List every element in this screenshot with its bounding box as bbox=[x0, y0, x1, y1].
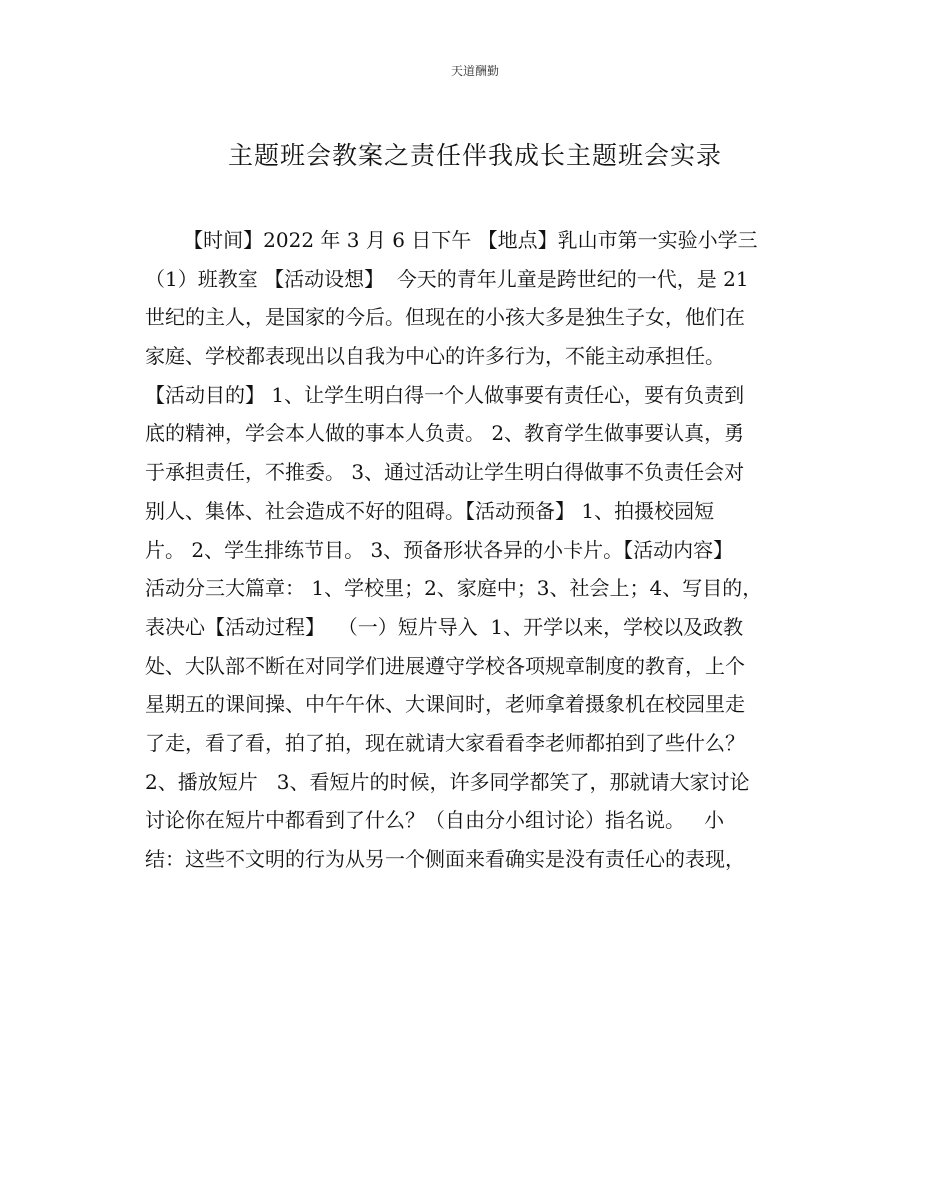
body-line: 片。 2、学生排练节目。 3、预备形状各异的小卡片。【活动内容】 bbox=[145, 537, 734, 562]
body-line: 家庭、学校都表现出以自我为中心的许多行为，不能主动承担任。 bbox=[145, 344, 725, 369]
document-title: 主题班会教案之责任伴我成长主题班会实录 bbox=[227, 141, 722, 170]
page-header: 天道酬勤 bbox=[450, 64, 499, 78]
body-line: 【时间】2022 年 3 月 6 日下午 【地点】乳山市第一实验小学三 bbox=[145, 228, 758, 252]
body-line: 了走，看了看，拍了拍，现在就请大家看看李老师都拍到了些什么？ bbox=[145, 730, 745, 755]
body-line: 底的精神，学会本人做的事本人负责。 2、教育学生做事要认真，勇 bbox=[145, 421, 745, 446]
body-line: 结：这些不文明的行为从另一个侧面来看确实是没有责任心的表现， bbox=[145, 847, 745, 871]
body-line: （1）班教室 【活动设想】 今天的青年儿童是跨世纪的一代，是 21 bbox=[145, 266, 749, 291]
body-line: 活动分三大篇章： 1、学校里；2、家庭中；3、社会上；4、写目的， bbox=[145, 576, 763, 601]
body-line: 别人、集体、社会造成不好的阻碍。【活动预备】 1、拍摄校园短 bbox=[145, 498, 715, 523]
body-line: 讨论你在短片中都看到了什么？（自由分小组讨论）指名说。 小 bbox=[145, 808, 725, 833]
document-body bbox=[145, 224, 825, 882]
body-line: 处、大队部不断在对同学们进展遵守学校各项规章制度的教育，上个 bbox=[145, 653, 745, 678]
body-line: 2、播放短片 3、看短片的时候，许多同学都笑了，那就请大家讨论 bbox=[145, 769, 750, 794]
body-line: 【活动目的】 1、让学生明白得一个人做事要有责任心，要有负责到 bbox=[145, 382, 745, 407]
body-line: 世纪的主人，是国家的今后。但现在的小孩大多是独生子女，他们在 bbox=[145, 305, 745, 330]
body-line: 表决心【活动过程】 （一）短片导入 1、开学以来，学校以及政教 bbox=[145, 614, 744, 639]
body-line: 于承担责任，不推委。 3、通过活动让学生明白得做事不负责任会对 bbox=[145, 460, 745, 485]
body-line: 星期五的课间操、中午午休、大课间时，老师拿着摄象机在校园里走 bbox=[145, 692, 745, 717]
